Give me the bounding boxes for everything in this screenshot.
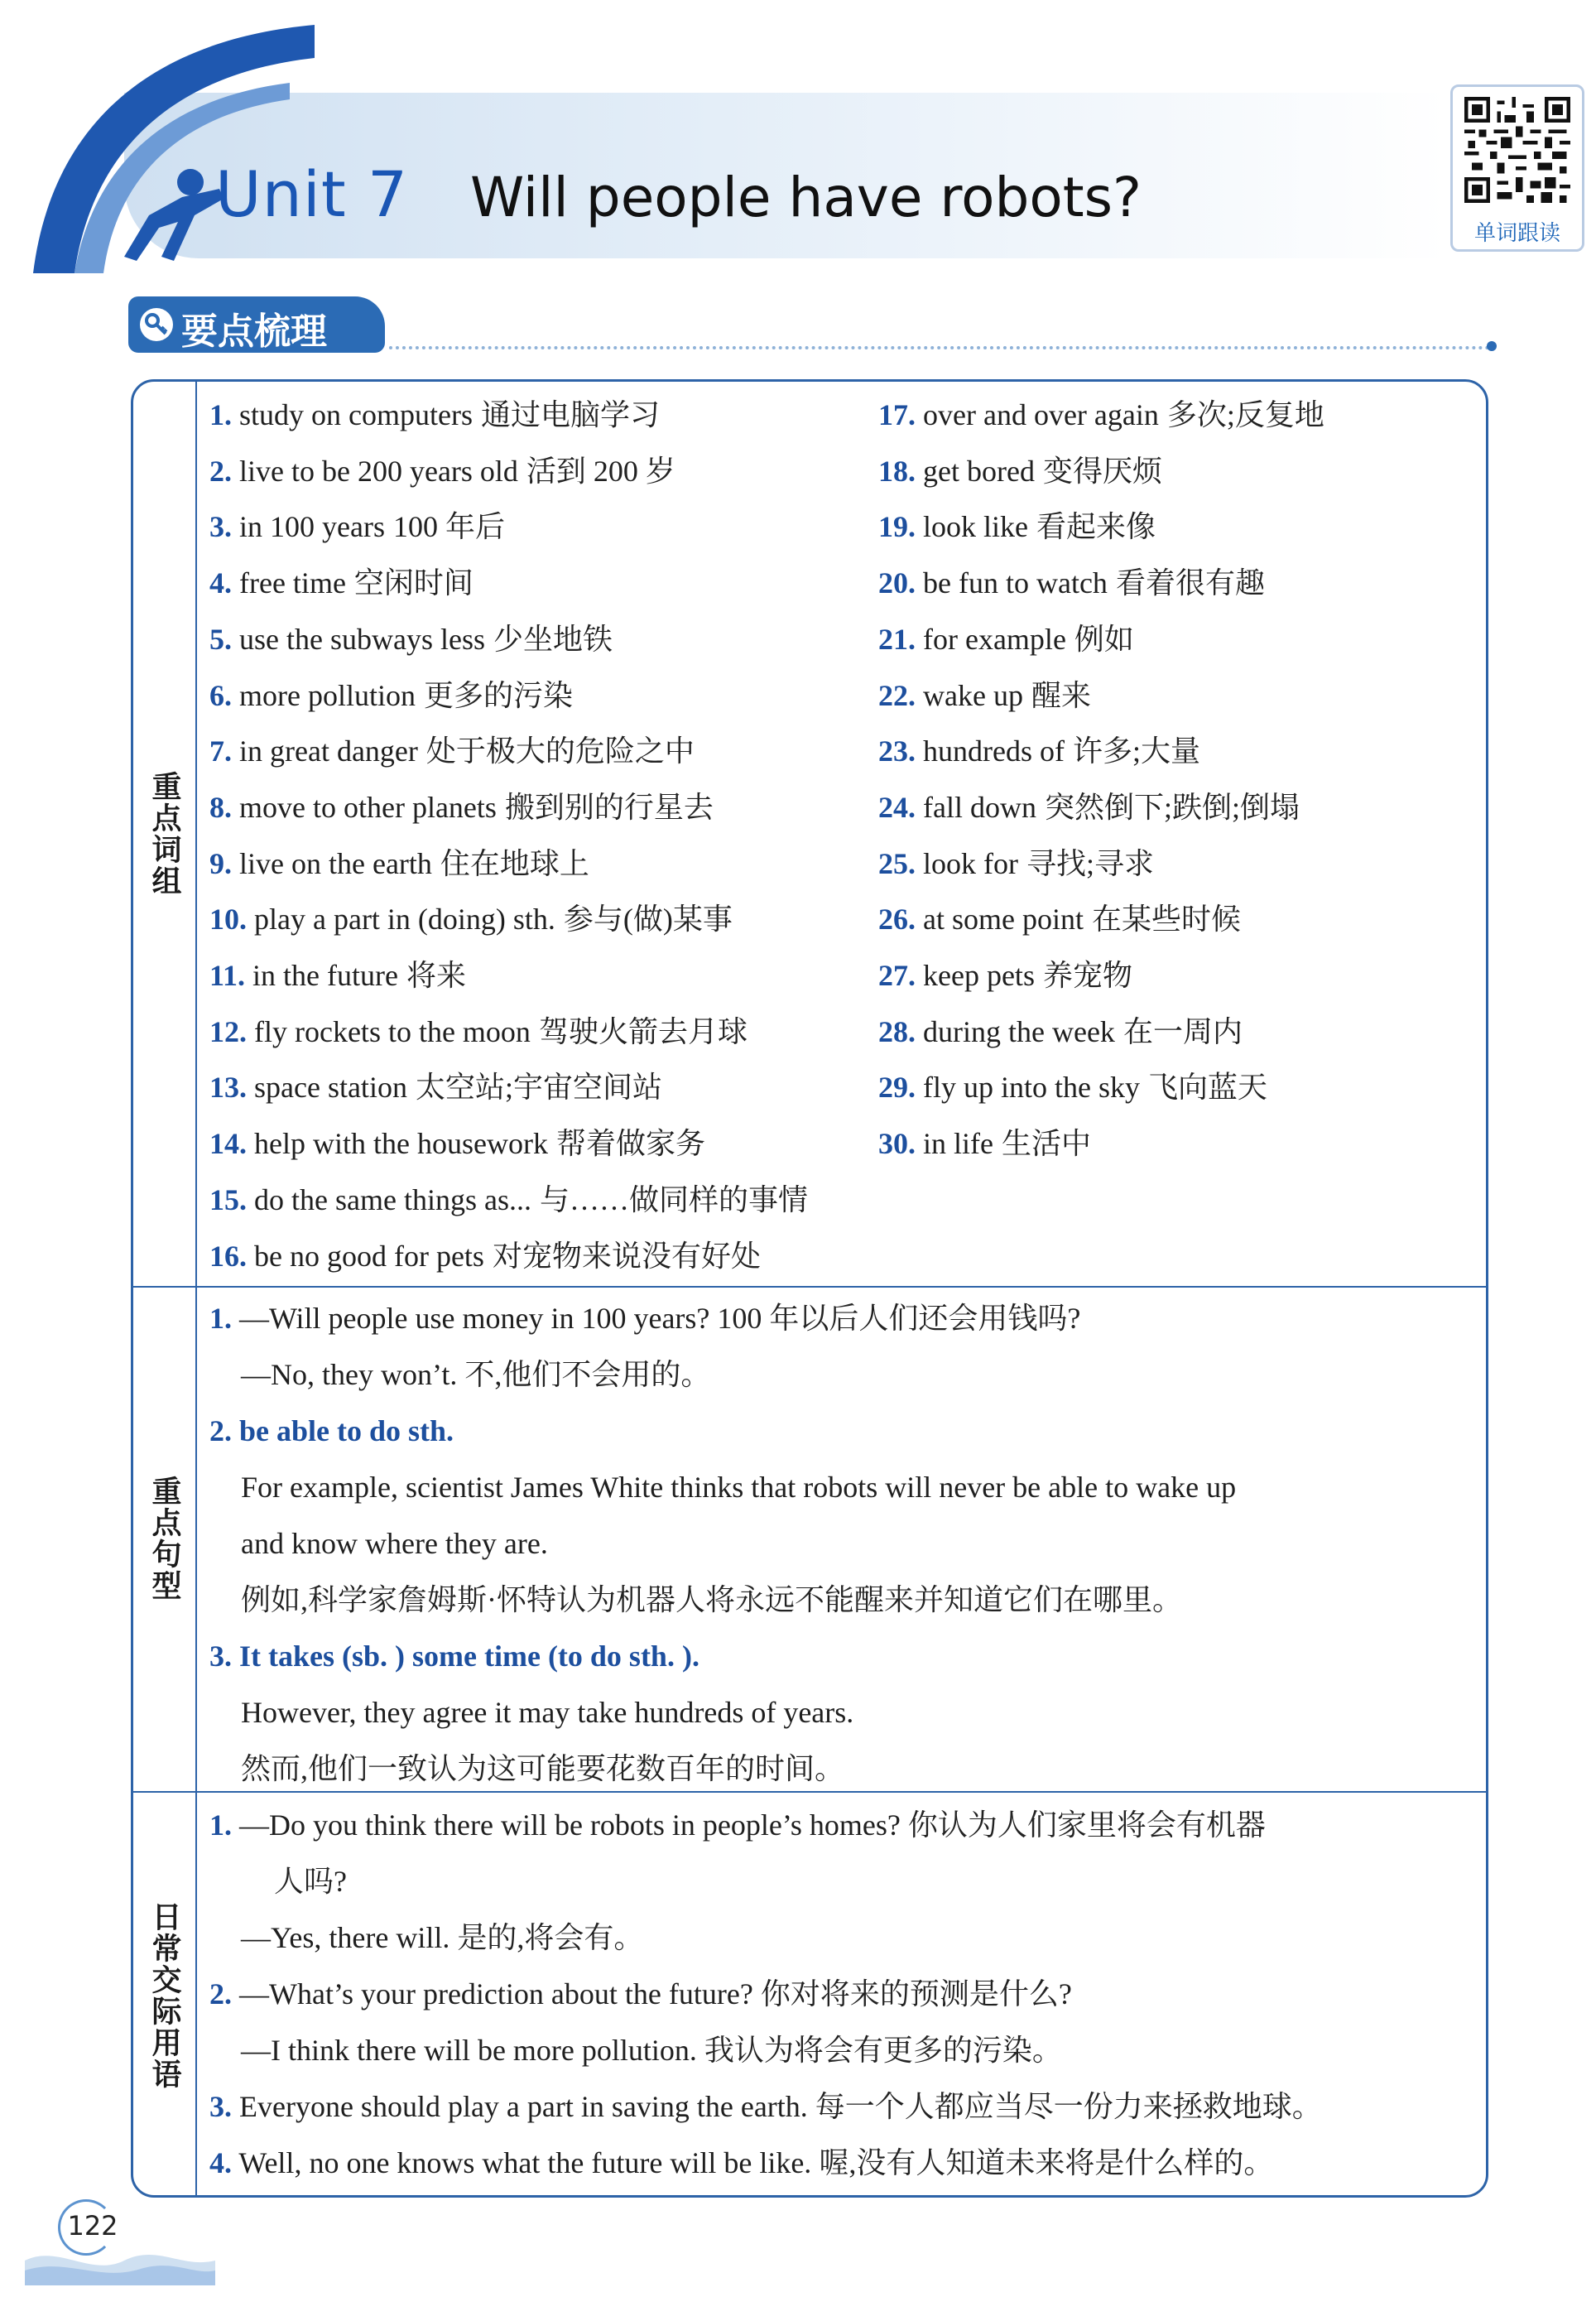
phrase-chinese: 养宠物 bbox=[1042, 959, 1132, 992]
phrase-chinese: 将来 bbox=[406, 959, 466, 992]
phrase-chinese: 例如 bbox=[1074, 623, 1134, 656]
phrase-item bbox=[209, 453, 675, 489]
phrase-number: 15. bbox=[209, 1183, 247, 1216]
phrase-number: 20. bbox=[878, 566, 916, 600]
phrase-english: more pollution bbox=[239, 679, 416, 712]
phrase-item bbox=[209, 789, 714, 826]
phrase-chinese: 飞向蓝天 bbox=[1147, 1071, 1267, 1104]
phrase-english: in life bbox=[923, 1127, 993, 1160]
phrase-item bbox=[878, 397, 1324, 433]
page-number: 122 bbox=[67, 2210, 118, 2242]
phrase-english: in great danger bbox=[239, 734, 418, 768]
phrases-label: 重点词组 bbox=[147, 771, 181, 897]
phrase-english: do the same things as... bbox=[254, 1183, 531, 1216]
phrase-number: 7. bbox=[209, 734, 232, 768]
phrase-chinese: 寻找;寻求 bbox=[1026, 847, 1154, 880]
phrase-number: 13. bbox=[209, 1071, 247, 1104]
phrase-english: study on computers bbox=[239, 398, 473, 431]
phrase-chinese: 帮着做家务 bbox=[555, 1127, 705, 1160]
phrase-number: 24. bbox=[878, 791, 916, 824]
expressions-label: 日常交际用语 bbox=[147, 1901, 181, 2090]
phrase-number: 23. bbox=[878, 734, 916, 768]
pattern-2-translation: 例如,科学家詹姆斯·怀特认为机器人将永远不能醒来并知道它们在哪里。 bbox=[241, 1583, 1182, 1616]
phrase-chinese: 多次;反复地 bbox=[1166, 398, 1324, 431]
phrase-number: 26. bbox=[878, 903, 916, 936]
unit-label: Unit 7 bbox=[215, 157, 409, 231]
phrase-item bbox=[878, 453, 1162, 489]
section-title: 要点梳理 bbox=[181, 311, 327, 353]
phrase-chinese: 住在地球上 bbox=[440, 847, 589, 880]
phrase-item bbox=[878, 1125, 1091, 1162]
row-divider-2 bbox=[133, 1791, 1486, 1793]
key-icon bbox=[138, 306, 175, 343]
phrase-number: 29. bbox=[878, 1071, 916, 1104]
phrase-english: be no good for pets bbox=[254, 1240, 484, 1273]
pattern-3-translation: 然而,他们一致认为这可能要花数百年的时间。 bbox=[241, 1752, 845, 1785]
phrase-english: hundreds of bbox=[923, 734, 1065, 768]
summary-table bbox=[131, 379, 1488, 2198]
phrase-chinese: 变得厌烦 bbox=[1042, 455, 1162, 488]
phrase-number: 12. bbox=[209, 1015, 247, 1048]
pattern-3-line-1: However, they agree it may take hundreds of years. bbox=[241, 1696, 854, 1729]
phrase-english: look for bbox=[923, 847, 1018, 880]
phrase-english: during the week bbox=[923, 1015, 1115, 1048]
phrase-english: for example bbox=[923, 623, 1066, 656]
unit-title: Will people have robots? bbox=[470, 166, 1142, 229]
phrase-english: live on the earth bbox=[239, 847, 432, 880]
phrase-number: 8. bbox=[209, 791, 232, 824]
phrase-english: over and over again bbox=[923, 398, 1159, 431]
phrase-english: in the future bbox=[252, 959, 398, 992]
phrase-item bbox=[878, 1069, 1267, 1105]
phrase-chinese: 对宠物来说没有好处 bbox=[492, 1240, 761, 1273]
phrase-chinese: 搬到别的行星去 bbox=[504, 791, 714, 824]
phrase-chinese: 空闲时间 bbox=[353, 566, 474, 600]
phrase-item bbox=[209, 1125, 705, 1162]
phrase-english: look like bbox=[923, 510, 1028, 543]
phrase-number: 2. bbox=[209, 455, 232, 488]
phrase-english: fall down bbox=[923, 791, 1036, 824]
phrase-chinese: 在一周内 bbox=[1122, 1015, 1243, 1048]
phrase-chinese: 太空站;宇宙空间站 bbox=[415, 1071, 662, 1104]
expression-3: 3. Everyone should play a part in saving the earth. 每一个人都应当尽一份力来拯救地球。 bbox=[209, 2090, 1322, 2123]
phrase-item bbox=[209, 1238, 761, 1274]
phrase-english: in 100 years bbox=[239, 510, 385, 543]
pattern-2-title: 2. be able to do sth. bbox=[209, 1414, 454, 1447]
phrase-number: 16. bbox=[209, 1240, 247, 1273]
pattern-2-line-2: and know where they are. bbox=[241, 1527, 548, 1560]
phrase-item bbox=[209, 845, 589, 882]
phrase-item bbox=[878, 901, 1241, 937]
phrase-item bbox=[878, 621, 1134, 657]
phrase-chinese: 看着很有趣 bbox=[1115, 566, 1265, 600]
phrase-chinese: 醒来 bbox=[1031, 679, 1091, 712]
divider-dot bbox=[1487, 341, 1497, 351]
expression-1-answer: —Yes, there will. 是的,将会有。 bbox=[241, 1921, 644, 1954]
phrase-chinese: 生活中 bbox=[1001, 1127, 1091, 1160]
phrase-english: at some point bbox=[923, 903, 1084, 936]
phrase-english: space station bbox=[254, 1071, 407, 1104]
qr-code-panel[interactable] bbox=[1450, 84, 1584, 252]
phrase-chinese: 100 年后 bbox=[392, 510, 505, 543]
expression-4: 4. Well, no one knows what the future will be like. 喔,没有人知道未来将是什么样的。 bbox=[209, 2146, 1274, 2179]
phrase-number: 27. bbox=[878, 959, 916, 992]
expression-2-question: 2. —What’s your prediction about the future? 你对将来的预测是什么? bbox=[209, 1977, 1072, 2010]
phrase-english: fly up into the sky bbox=[923, 1071, 1140, 1104]
phrase-english: help with the housework bbox=[254, 1127, 548, 1160]
phrase-chinese: 突然倒下;跌倒;倒塌 bbox=[1044, 791, 1300, 824]
phrase-chinese: 更多的污染 bbox=[423, 679, 573, 712]
pattern-3-title: 3. It takes (sb. ) some time (to do sth. ). bbox=[209, 1640, 699, 1673]
phrase-number: 19. bbox=[878, 510, 916, 543]
phrase-number: 5. bbox=[209, 623, 232, 656]
phrase-chinese: 许多;大量 bbox=[1072, 734, 1200, 768]
phrase-item bbox=[878, 733, 1200, 769]
pattern-1-question: 1. —Will people use money in 100 years? 100 年以后人们还会用钱吗? bbox=[209, 1302, 1081, 1335]
phrase-number: 14. bbox=[209, 1127, 247, 1160]
phrase-number: 17. bbox=[878, 398, 916, 431]
phrase-english: wake up bbox=[923, 679, 1023, 712]
qr-caption: 单词跟读 bbox=[1473, 221, 1560, 246]
phrase-chinese: 处于极大的危险之中 bbox=[425, 734, 695, 768]
phrase-number: 9. bbox=[209, 847, 232, 880]
phrase-item bbox=[209, 1182, 808, 1218]
phrase-english: move to other planets bbox=[239, 791, 497, 824]
phrase-number: 18. bbox=[878, 455, 916, 488]
pattern-2-line-1: For example, scientist James White thinks that robots will never be able to wake up bbox=[241, 1471, 1237, 1504]
column-divider bbox=[195, 382, 197, 2195]
phrase-item bbox=[878, 845, 1154, 882]
phrase-chinese: 通过电脑学习 bbox=[480, 398, 660, 431]
phrase-item bbox=[209, 508, 505, 545]
phrase-item bbox=[209, 901, 733, 937]
phrase-item bbox=[209, 621, 613, 657]
section-divider bbox=[389, 346, 1490, 349]
phrase-english: be fun to watch bbox=[923, 566, 1108, 600]
phrase-number: 22. bbox=[878, 679, 916, 712]
phrase-english: use the subways less bbox=[239, 623, 485, 656]
phrase-number: 28. bbox=[878, 1015, 916, 1048]
row-divider-1 bbox=[133, 1286, 1486, 1288]
phrase-chinese: 驾驶火箭去月球 bbox=[538, 1015, 748, 1048]
phrase-english: live to be 200 years old bbox=[239, 455, 518, 488]
phrase-number: 30. bbox=[878, 1127, 916, 1160]
phrase-number: 10. bbox=[209, 903, 247, 936]
phrase-chinese: 看起来像 bbox=[1036, 510, 1156, 543]
phrase-chinese: 活到 200 岁 bbox=[526, 455, 675, 488]
page-header bbox=[0, 0, 1596, 353]
phrase-item bbox=[209, 1014, 748, 1050]
phrase-item bbox=[878, 789, 1300, 826]
phrase-item bbox=[209, 1069, 662, 1105]
runner-swoosh-graphic bbox=[17, 8, 315, 282]
phrase-number: 6. bbox=[209, 679, 232, 712]
expression-1-question-cont: 人吗? bbox=[274, 1865, 347, 1898]
phrase-chinese: 在某些时候 bbox=[1091, 903, 1241, 936]
section-tag bbox=[128, 296, 385, 353]
phrase-item bbox=[209, 957, 466, 994]
phrase-item bbox=[878, 508, 1156, 545]
patterns-label: 重点句型 bbox=[147, 1476, 181, 1601]
phrase-english: free time bbox=[239, 566, 346, 600]
phrase-chinese: 与……做同样的事情 bbox=[539, 1183, 808, 1216]
phrase-english: play a part in (doing) sth. bbox=[254, 903, 555, 936]
expression-1-question: 1. —Do you think there will be robots in people’s homes? 你认为人们家里将会有机器 bbox=[209, 1808, 1266, 1842]
phrase-number: 11. bbox=[209, 959, 246, 992]
phrase-number: 3. bbox=[209, 510, 232, 543]
qr-code-icon bbox=[1464, 97, 1570, 203]
phrase-number: 25. bbox=[878, 847, 916, 880]
phrase-item bbox=[209, 565, 474, 601]
phrase-item bbox=[878, 677, 1091, 714]
phrase-item bbox=[878, 565, 1265, 601]
pattern-1-answer: —No, they won’t. 不,他们不会用的。 bbox=[241, 1358, 711, 1391]
expression-2-answer: —I think there will be more pollution. 我认为将会有更多的污染。 bbox=[241, 2034, 1062, 2067]
phrase-english: fly rockets to the moon bbox=[254, 1015, 531, 1048]
phrase-chinese: 参与(做)某事 bbox=[563, 903, 733, 936]
phrase-english: get bored bbox=[923, 455, 1035, 488]
phrase-item bbox=[878, 1014, 1243, 1050]
phrase-item bbox=[209, 397, 660, 433]
phrase-number: 1. bbox=[209, 398, 232, 431]
phrase-item bbox=[209, 677, 573, 714]
phrase-chinese: 少坐地铁 bbox=[493, 623, 613, 656]
phrase-number: 21. bbox=[878, 623, 916, 656]
phrase-item bbox=[209, 733, 695, 769]
phrase-english: keep pets bbox=[923, 959, 1035, 992]
phrase-number: 4. bbox=[209, 566, 232, 600]
phrase-item bbox=[878, 957, 1132, 994]
